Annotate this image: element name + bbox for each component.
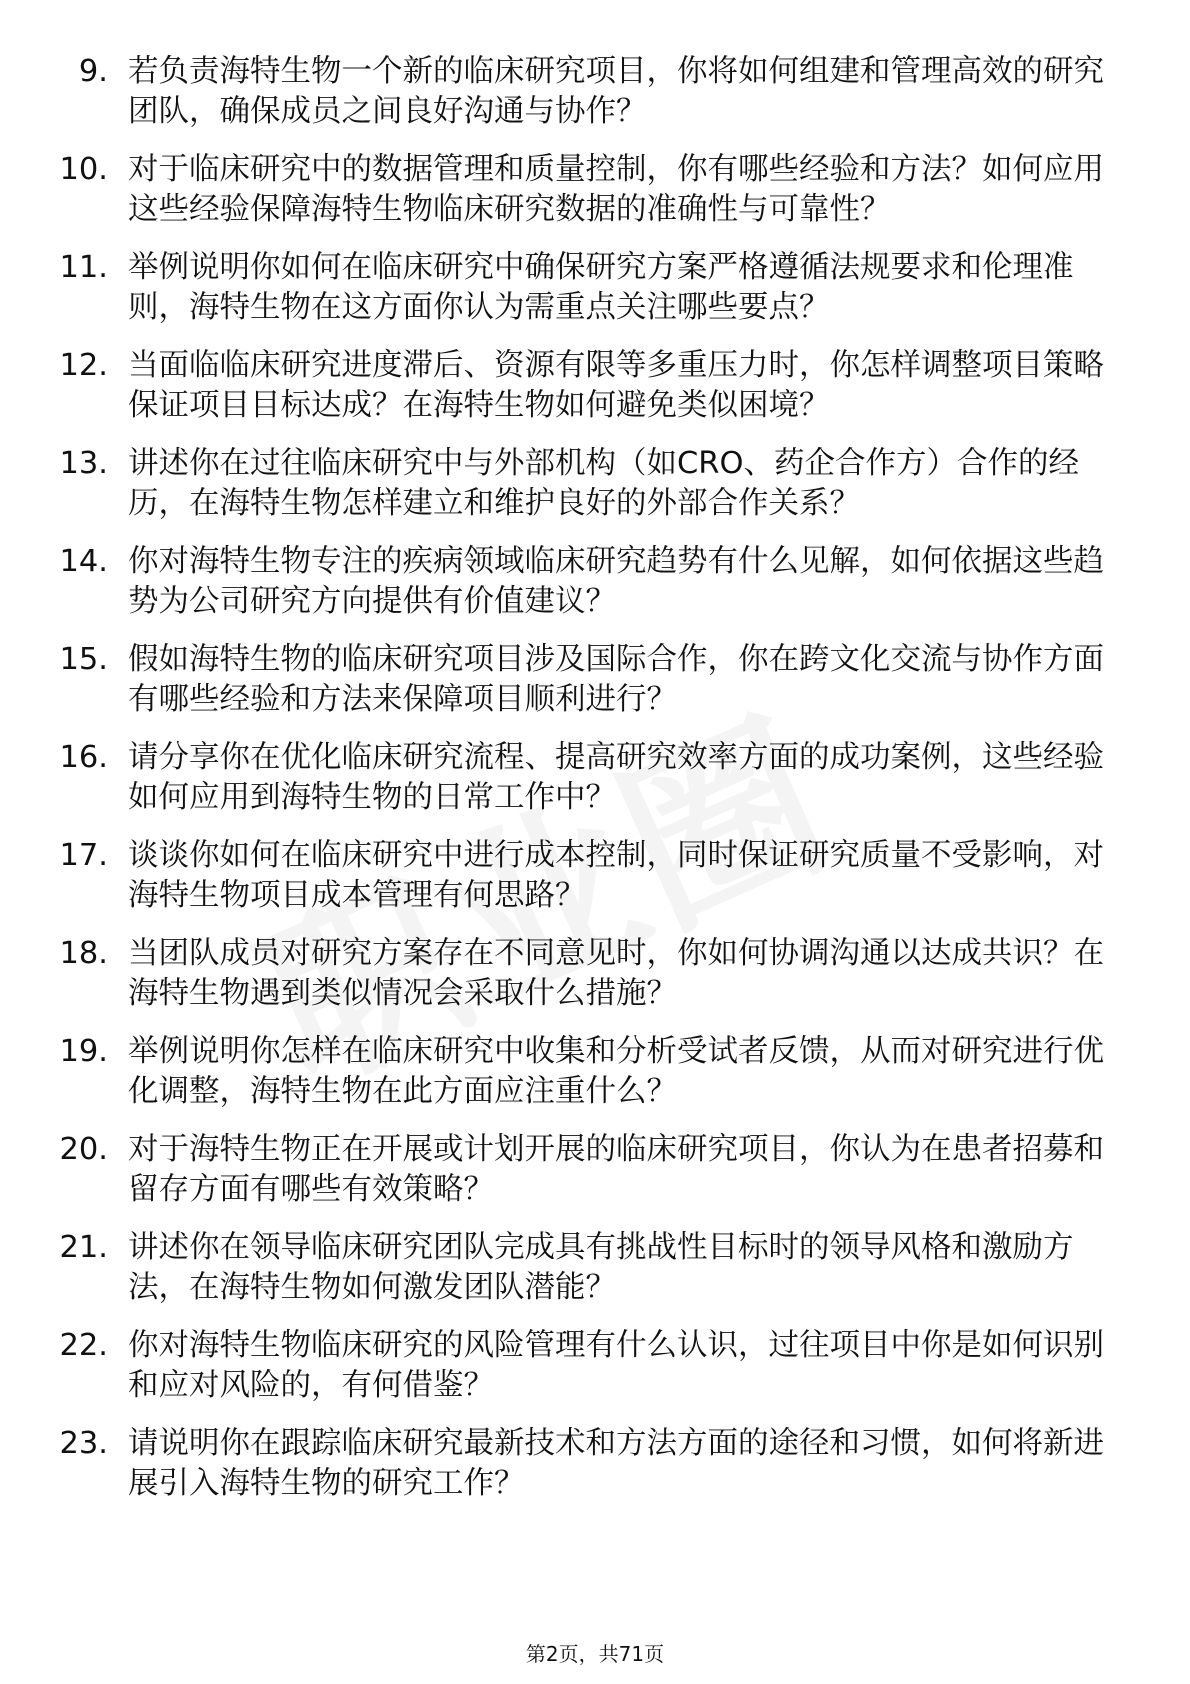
question-number: 12. <box>59 348 108 383</box>
question-number: 9. <box>78 54 108 89</box>
question-number: 17. <box>59 838 108 873</box>
question-text: 当面临临床研究进度滞后、资源有限等多重压力时，你怎样调整项目策略保证项目目标达成？在海特生物如何避免类似困境？ <box>128 348 1104 423</box>
question-text: 举例说明你怎样在临床研究中收集和分析受试者反馈，从而对研究进行优化调整，海特生物在此方面应注重什么？ <box>128 1034 1104 1109</box>
question-item <box>0 934 1108 1014</box>
question-number: 21. <box>59 1230 108 1265</box>
question-item <box>0 738 1108 818</box>
question-item <box>0 1326 1108 1406</box>
question-number: 19. <box>59 1034 108 1069</box>
question-text: 对于临床研究中的数据管理和质量控制，你有哪些经验和方法？如何应用这些经验保障海特生物临床研究数据的准确性与可靠性？ <box>128 152 1104 227</box>
question-number: 11. <box>59 250 108 285</box>
question-number: 16. <box>59 740 108 775</box>
question-text: 对于海特生物正在开展或计划开展的临床研究项目，你认为在患者招募和留存方面有哪些有效策略？ <box>128 1132 1104 1207</box>
question-text: 假如海特生物的临床研究项目涉及国际合作，你在跨文化交流与协作方面有哪些经验和方法来保障项目顺利进行？ <box>128 642 1104 717</box>
question-text: 讲述你在领导临床研究团队完成具有挑战性目标时的领导风格和激励方法，在海特生物如何激发团队潜能？ <box>128 1230 1074 1305</box>
question-number: 10. <box>59 152 108 187</box>
page-footer: 第2页，共71页 <box>525 1642 665 1666</box>
question-item <box>0 836 1108 916</box>
question-item <box>0 248 1108 328</box>
question-number: 14. <box>59 544 108 579</box>
question-text: 你对海特生物临床研究的风险管理有什么认识，过往项目中你是如何识别和应对风险的，有何借鉴？ <box>128 1328 1104 1403</box>
question-number: 18. <box>59 936 108 971</box>
question-text: 讲述你在过往临床研究中与外部机构（如CRO、药企合作方）合作的经历，在海特生物怎样建立和维护良好的外部合作关系？ <box>128 446 1079 521</box>
question-number: 22. <box>59 1328 108 1363</box>
question-text: 若负责海特生物一个新的临床研究项目，你将如何组建和管理高效的研究团队，确保成员之间良好沟通与协作？ <box>128 54 1104 129</box>
question-item <box>0 640 1108 720</box>
question-number: 13. <box>59 446 108 481</box>
question-item <box>0 1130 1108 1210</box>
question-item <box>0 1228 1108 1308</box>
question-item <box>0 444 1108 524</box>
question-text: 请分享你在优化临床研究流程、提高研究效率方面的成功案例，这些经验如何应用到海特生物的日常工作中？ <box>128 740 1104 815</box>
question-item <box>0 52 1108 132</box>
question-number: 20. <box>59 1132 108 1167</box>
question-item <box>0 1424 1108 1504</box>
question-item <box>0 542 1108 622</box>
question-item <box>0 1032 1108 1112</box>
question-number: 23. <box>59 1426 108 1461</box>
question-text: 当团队成员对研究方案存在不同意见时，你如何协调沟通以达成共识？在海特生物遇到类似情况会采取什么措施？ <box>128 936 1104 1011</box>
question-text: 举例说明你如何在临床研究中确保研究方案严格遵循法规要求和伦理准则，海特生物在这方面你认为需重点关注哪些要点？ <box>128 250 1074 325</box>
question-text: 请说明你在跟踪临床研究最新技术和方法方面的途径和习惯，如何将新进展引入海特生物的研究工作？ <box>128 1426 1104 1501</box>
question-text: 谈谈你如何在临床研究中进行成本控制，同时保证研究质量不受影响，对海特生物项目成本管理有何思路？ <box>128 838 1104 913</box>
question-text: 你对海特生物专注的疾病领域临床研究趋势有什么见解，如何依据这些趋势为公司研究方向提供有价值建议？ <box>128 544 1104 619</box>
question-item <box>0 150 1108 230</box>
question-list <box>0 52 1190 1522</box>
question-item <box>0 346 1108 426</box>
question-number: 15. <box>59 642 108 677</box>
